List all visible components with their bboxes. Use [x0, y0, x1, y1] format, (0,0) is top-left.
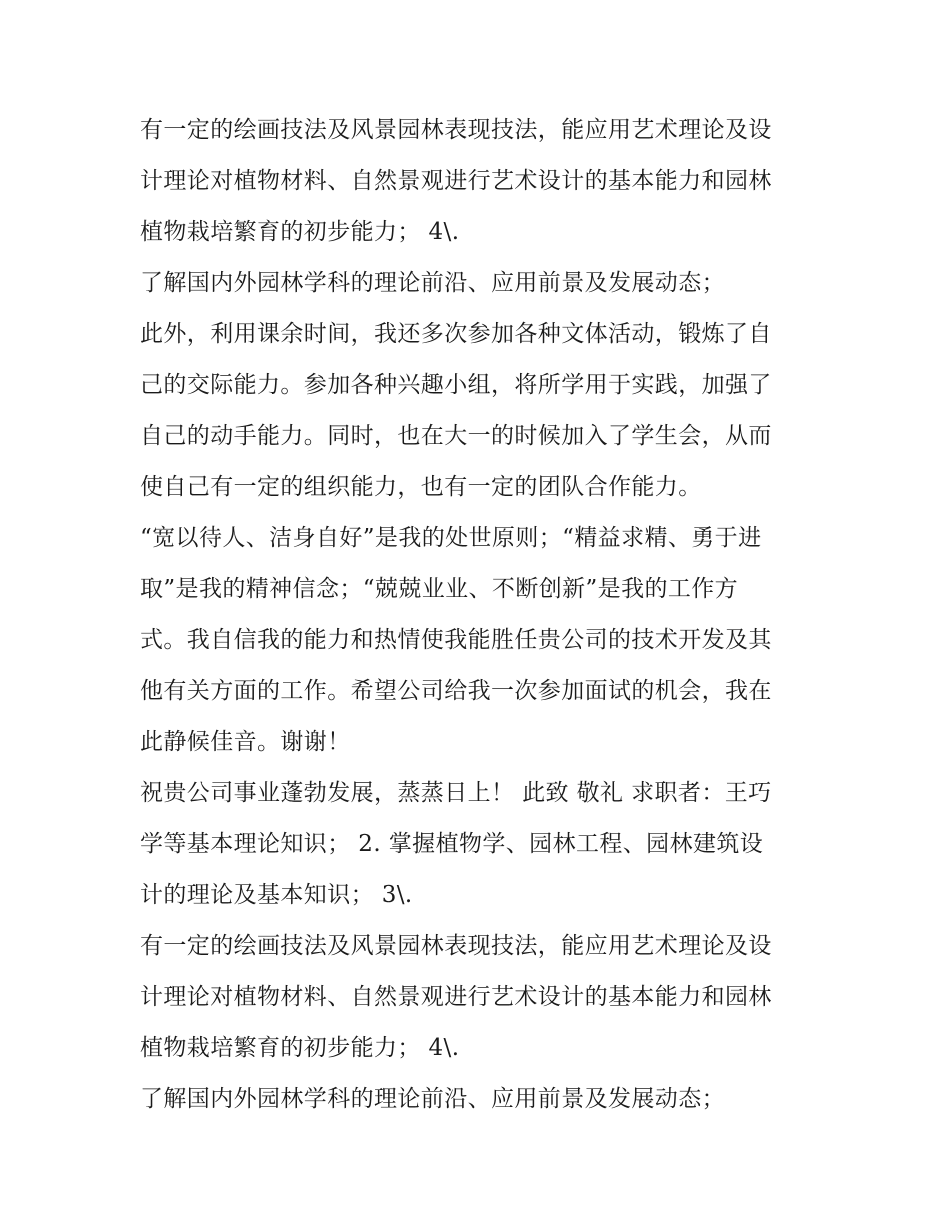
- text-line: 有一定的绘画技法及风景园林表现技法，能应用艺术理论及设: [140, 117, 772, 143]
- text-line: “宽以待人、洁身自好”是我的处世原则；“精益求精、勇于进: [140, 525, 762, 551]
- text-line: 己的交际能力。参加各种兴趣小组，将所学用于实践，加强了: [140, 372, 772, 398]
- text-line: 学等基本理论知识； 2. 掌握植物学、园林工程、园林建筑设: [140, 831, 764, 857]
- text-line: 计理论对植物材料、自然景观进行艺术设计的基本能力和园林: [140, 168, 772, 194]
- text-line: 植物栽培繁育的初步能力； 4\.: [140, 1035, 460, 1061]
- text-line: 使自己有一定的组织能力，也有一定的团队合作能力。: [140, 474, 702, 500]
- text-line: 式。我自信我的能力和热情使我能胜任贵公司的技术开发及其: [140, 627, 772, 653]
- body-text: [140, 105, 820, 1125]
- text-line: 有一定的绘画技法及风景园林表现技法，能应用艺术理论及设: [140, 933, 772, 959]
- text-line: 此静候佳音。谢谢！: [140, 729, 351, 755]
- text-line: 自己的动手能力。同时，也在大一的时候加入了学生会，从而: [140, 423, 772, 449]
- text-line: 植物栽培繁育的初步能力； 4\.: [140, 219, 460, 245]
- text-line: 计的理论及基本知识； 3\.: [140, 882, 413, 908]
- text-line: 此外，利用课余时间，我还多次参加各种文体活动，锻炼了自: [140, 321, 772, 347]
- text-line: 了解国内外园林学科的理论前沿、应用前景及发展动态；: [140, 1086, 725, 1112]
- text-line: 取”是我的精神信念；“兢兢业业、不断创新”是我的工作方: [140, 576, 739, 602]
- text-line: 祝贵公司事业蓬勃发展，蒸蒸日上！ 此致 敬礼 求职者：王巧: [140, 780, 772, 806]
- text-line: 他有关方面的工作。希望公司给我一次参加面试的机会，我在: [140, 678, 772, 704]
- text-line: 计理论对植物材料、自然景观进行艺术设计的基本能力和园林: [140, 984, 772, 1010]
- text-line: 了解国内外园林学科的理论前沿、应用前景及发展动态；: [140, 270, 725, 296]
